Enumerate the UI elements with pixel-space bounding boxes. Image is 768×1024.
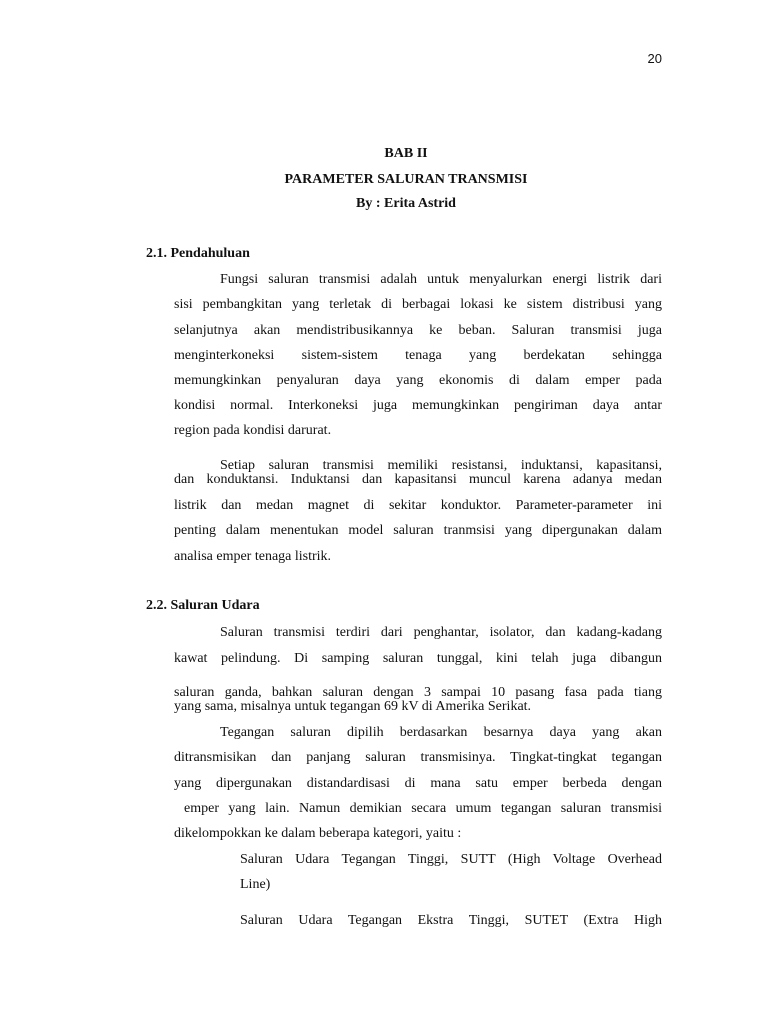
paragraph-line: Tegangan saluran dipilih berdasarkan besarnya daya yang akan — [220, 725, 662, 740]
chapter-heading: BAB II — [384, 146, 428, 161]
page-number: 20 — [647, 51, 662, 66]
paragraph-line: ditransmisikan dan panjang saluran transmisinya. Tingkat-tingkat tegangan — [174, 750, 662, 765]
paragraph-line: sisi pembangkitan yang terletak di berbagai lokasi ke sistem distribusi yang — [174, 297, 662, 312]
paragraph-line: kondisi normal. Interkoneksi juga memungkinkan pengiriman daya antar — [174, 398, 662, 413]
paragraph-line: dan konduktansi. Induktansi dan kapasitansi muncul karena adanya medan — [174, 472, 662, 487]
paragraph-line: analisa emper tenaga listrik. — [174, 549, 332, 564]
document-title: PARAMETER SALURAN TRANSMISI — [284, 172, 528, 187]
paragraph-line: selanjutnya akan mendistribusikannya ke beban. Saluran transmisi juga — [174, 323, 662, 338]
paragraph-line: Setiap saluran transmisi memiliki resistansi, induktansi, kapasitansi, — [220, 458, 662, 473]
paragraph-line: penting dalam menentukan model saluran tranmsisi yang dipergunakan dalam — [174, 523, 662, 538]
section-heading-pendahuluan: 2.1. Pendahuluan — [146, 246, 250, 261]
section-heading-saluran-udara: 2.2. Saluran Udara — [146, 598, 260, 613]
paragraph-line: dikelompokkan ke dalam beberapa kategori, yaitu : — [174, 826, 462, 841]
paragraph-line: yang sama, misalnya untuk tegangan 69 kV di Amerika Serikat. — [174, 699, 532, 714]
list-item: Saluran Udara Tegangan Ekstra Tinggi, SUTET (Extra High — [240, 913, 662, 928]
list-item: Saluran Udara Tegangan Tinggi, SUTT (High Voltage Overhead — [240, 852, 662, 867]
paragraph-line: saluran ganda, bahkan saluran dengan 3 sampai 10 pasang fasa pada tiang — [174, 685, 662, 700]
list-item: Line) — [240, 877, 271, 892]
paragraph-line: yang dipergunakan distandardisasi di mana satu emper berbeda dengan — [174, 776, 662, 791]
paragraph-line: kawat pelindung. Di samping saluran tunggal, kini telah juga dibangun — [174, 651, 662, 666]
paragraph-line: menginterkoneksi sistem-sistem tenaga yang berdekatan sehingga — [174, 348, 662, 363]
paragraph-line: Saluran transmisi terdiri dari penghantar, isolator, dan kadang-kadang — [220, 625, 662, 640]
paragraph-line: Fungsi saluran transmisi adalah untuk menyalurkan energi listrik dari — [220, 272, 662, 287]
author-line: By : Erita Astrid — [356, 196, 456, 211]
paragraph-line: region pada kondisi darurat. — [174, 423, 332, 438]
paragraph-line: memungkinkan penyaluran daya yang ekonomis di dalam emper pada — [174, 373, 662, 388]
paragraph-line: emper yang lain. Namun demikian secara umum tegangan saluran transmisi — [184, 801, 662, 816]
paragraph-line: listrik dan medan magnet di sekitar konduktor. Parameter-parameter ini — [174, 498, 662, 513]
